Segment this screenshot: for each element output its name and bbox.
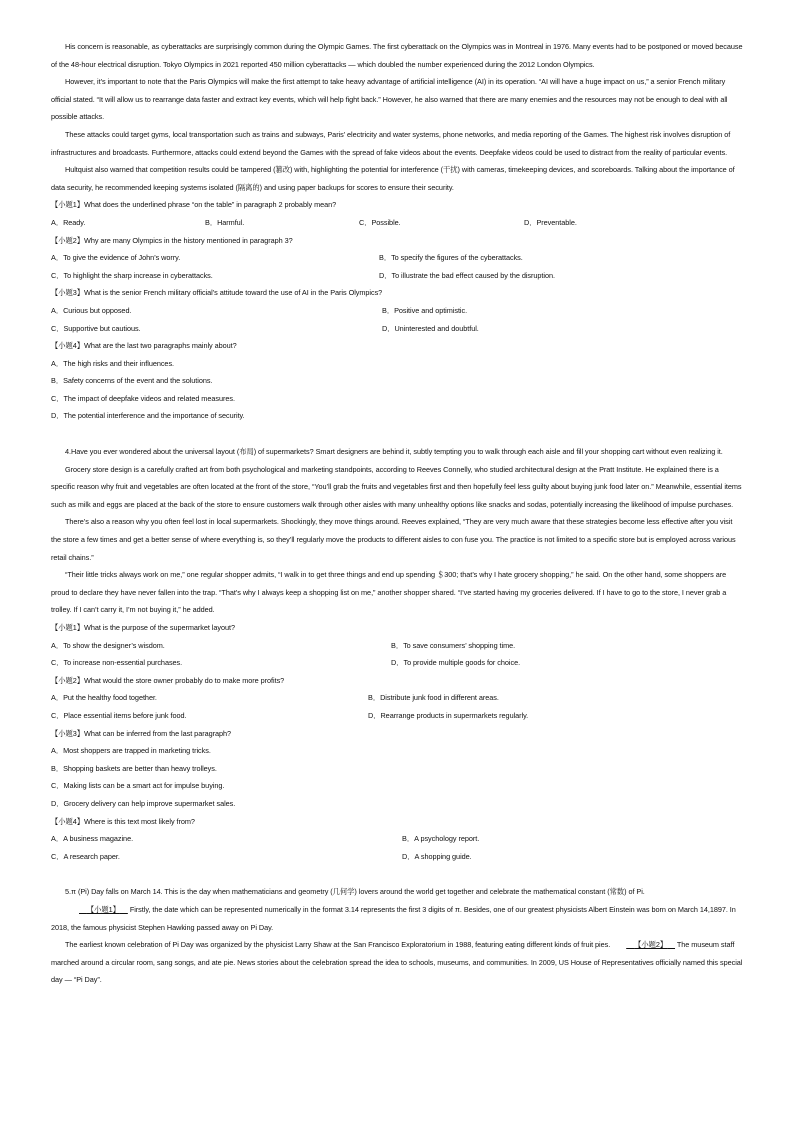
blank-1[interactable] xyxy=(65,901,128,919)
option[interactable]: C．To increase non-essential purchases. xyxy=(51,658,183,668)
option[interactable]: A．To show the designer’s wisdom. xyxy=(51,640,165,650)
options-row xyxy=(51,848,743,866)
paragraph: However, it’s important to note that the Paris Olympics will make the first attempt to take heavy advantage of artificial intelligence (AI) in its operation. “AI will have a huge impact on us,” a senior French military official stated. “It will allow us to rearrange data faster and extract key events, which will help fight back.” However, he also warned that there are many enemies and the resources may not be enough to deal with all possible attacks. xyxy=(51,77,728,122)
option[interactable]: C．Place essential items before junk food. xyxy=(51,710,187,720)
options-row xyxy=(51,249,743,267)
option[interactable]: D．A shopping guide. xyxy=(402,851,472,861)
paragraph: 4.Have you ever wondered about the universal layout (布局) of supermarkets? Smart designers are behind it, subtly tempting you to walk through each aisle and fill your shopping cart without even realizing it. xyxy=(65,447,723,457)
option[interactable]: C．Making lists can be a smart act for impulse buying. xyxy=(51,781,225,791)
option[interactable]: D．To provide multiple goods for choice. xyxy=(391,658,521,668)
question: 【小题4】What are the last two paragraphs mainly about? xyxy=(51,341,237,351)
options-row xyxy=(51,654,743,672)
paragraph-text: Firstly, the date which can be represented numerically in the format 3.14 represents the first 3 digits of π. Besides, one of our greatest physicists Albert Einstein was born on March 14,1897. In 2018, the famous physicist Stephen Hawking passed away on Pi Day. xyxy=(51,904,736,932)
options-row xyxy=(51,214,743,232)
paragraph xyxy=(51,936,743,989)
question: 【小题4】Where is this text most likely from? xyxy=(51,816,195,826)
section-gap xyxy=(51,425,743,443)
option[interactable]: C．A research paper. xyxy=(51,851,120,861)
option[interactable]: C．To highlight the sharp increase in cyberattacks. xyxy=(51,270,213,280)
paragraph: “Their little tricks always work on me,” one regular shopper admits, “I walk in to get three things and end up spending ＄300; that’s why I hate grocery shopping,” he said. On the other hand, some shoppers are proud to declare they have never fallen into the trap. “That’s why I always keep a shopping list on me,” another shopper shared. “I’ve started having my groceries delivered. If I have to go to the store, I never grab a trolley. If I can’t carry it, I’m not buying it,” he added. xyxy=(51,570,727,615)
blank-1-label: 【小题1】 xyxy=(86,904,120,914)
question: 【小题1】What does the underlined phrase “on the table” in paragraph 2 probably mean? xyxy=(51,200,337,210)
options-row xyxy=(51,707,743,725)
option[interactable]: A．To give the evidence of John’s worry. xyxy=(51,253,181,263)
option[interactable]: B．Shopping baskets are better than heavy trolleys. xyxy=(51,763,217,773)
paragraph-text: The museum staff marched around a circular room, sang songs, and ate pie. News stories about the celebration spread the idea to schools, museums, and communities. In 2009, US House of Representatives officially named this special day — “Pi Day”. xyxy=(51,940,743,985)
option[interactable]: B．Safety concerns of the event and the solutions. xyxy=(51,376,213,386)
paragraph xyxy=(51,901,743,936)
paragraph: Grocery store design is a carefully crafted art from both psychological and marketing standpoints, according to Reeves Connelly, who studied architectural design at the Pratt Institute. He explained there is a specific reason why fruit and vegetables are often located at the front of the store, “You’ll grab the fruits and vegetables first and then hopefully feel less guilty about buying junk food later on.” Meanwhile, essential items such as milk and eggs are placed at the back of the store to ensure customers walk through other aisles with many unhealthy options like snacks and sodas, potentially increasing the likelihood of impulse purchases. xyxy=(51,464,742,509)
paragraph: There’s also a reason why you often feel lost in local supermarkets. Shockingly, they move things around. Reeves explained, “They are very much aware that these strategies become less effective after you visit the store a few times and get a better sense of where everything is, so they’ll regularly move the products to different aisles to con fuse you. The practice is not limited to a specific store but is employed across various retail chains.” xyxy=(51,517,736,562)
options-row xyxy=(51,689,743,707)
question: 【小题2】Why are many Olympics in the history mentioned in paragraph 3? xyxy=(51,235,293,245)
option[interactable]: B．Distribute junk food in different areas. xyxy=(368,693,499,703)
option[interactable]: A．Put the healthy food together. xyxy=(51,693,157,703)
paragraph: 5.π (Pi) Day falls on March 14. This is the day when mathematicians and geometry (几何学) lovers around the world get together and celebrate the mathematical constant (常数) of Pi. xyxy=(65,887,645,897)
blank-2[interactable] xyxy=(612,936,675,954)
option[interactable]: C．The impact of deepfake videos and related measures. xyxy=(51,393,235,403)
option[interactable]: A．Most shoppers are trapped in marketing tricks. xyxy=(51,746,211,756)
question: 【小题2】What would the store owner probably do to make more profits? xyxy=(51,675,285,685)
option[interactable]: C．Possible. xyxy=(359,217,401,227)
option[interactable]: A．Curious but opposed. xyxy=(51,305,132,315)
paragraph-text: The earliest known celebration of Pi Day was organized by the physicist Larry Shaw at the San Francisco Exploratorium in 1988, featuring eating different kinds of fruit pies. xyxy=(65,940,613,950)
question: 【小题3】What is the senior French military official’s attitude toward the use of AI in the Paris Olympics? xyxy=(51,288,383,298)
option[interactable]: D．Uninterested and doubtful. xyxy=(382,323,479,333)
option[interactable]: B．A psychology report. xyxy=(402,834,480,844)
option[interactable]: A．The high risks and their influences. xyxy=(51,358,175,368)
paragraph: These attacks could target gyms, local transportation such as trains and subways, Paris’ electricity and water systems, phone networks, and media reporting of the Games. The highest risk involves disruption of infrastructures and broadcasts. Furthermore, attacks could extend beyond the Games with the spread of fake videos about the events. Deepfake videos could be used to distract from the reality of particular events. xyxy=(51,129,731,157)
option[interactable]: A．Ready. xyxy=(51,217,86,227)
document-page xyxy=(51,38,743,989)
question: 【小题3】What can be inferred from the last paragraph? xyxy=(51,728,232,738)
blank-2-label: 【小题2】 xyxy=(634,940,668,950)
question: 【小题1】What is the purpose of the supermarket layout? xyxy=(51,623,236,632)
option[interactable]: B．To specify the figures of the cyberattacks. xyxy=(379,253,523,263)
option[interactable]: D．Grocery delivery can help improve supermarket sales. xyxy=(51,798,236,808)
options-row xyxy=(51,267,743,285)
option[interactable]: C．Supportive but cautious. xyxy=(51,323,141,333)
option[interactable]: B．Harmful. xyxy=(205,217,245,227)
option[interactable]: B．To save consumers’ shopping time. xyxy=(391,640,516,650)
option[interactable]: A．A business magazine. xyxy=(51,834,134,844)
option[interactable]: D．Preventable. xyxy=(524,217,577,227)
option[interactable]: D．To illustrate the bad effect caused by the disruption. xyxy=(379,270,555,280)
option[interactable]: D．The potential interference and the importance of security. xyxy=(51,411,245,421)
option[interactable]: D．Rearrange products in supermarkets regularly. xyxy=(368,710,529,720)
options-row xyxy=(51,320,743,338)
options-row xyxy=(51,302,743,320)
section-gap xyxy=(51,865,743,883)
paragraph: His concern is reasonable, as cyberattacks are surprisingly common during the Olympic Games. The first cyberattack on the Olympics was in Montreal in 1976. Many events had to be postponed or moved because of the 48-hour electrical disruption. Tokyo Olympics in 2021 reported 450 million cyberattacks — which doubled the number experienced during the 2012 London Olympics. xyxy=(51,42,743,69)
options-row xyxy=(51,830,743,848)
options-row xyxy=(51,637,743,655)
option[interactable]: B．Positive and optimistic. xyxy=(382,305,468,315)
paragraph: Hultquist also warned that competition results could be tampered (篡改) with, highlighting the potential for interference (干扰) with cameras, timekeeping devices, and scoreboards. Talking about the importance of data security, he recommended keeping systems isolated (隔离的) and using paper backups for scores to ensure their security. xyxy=(51,165,735,192)
